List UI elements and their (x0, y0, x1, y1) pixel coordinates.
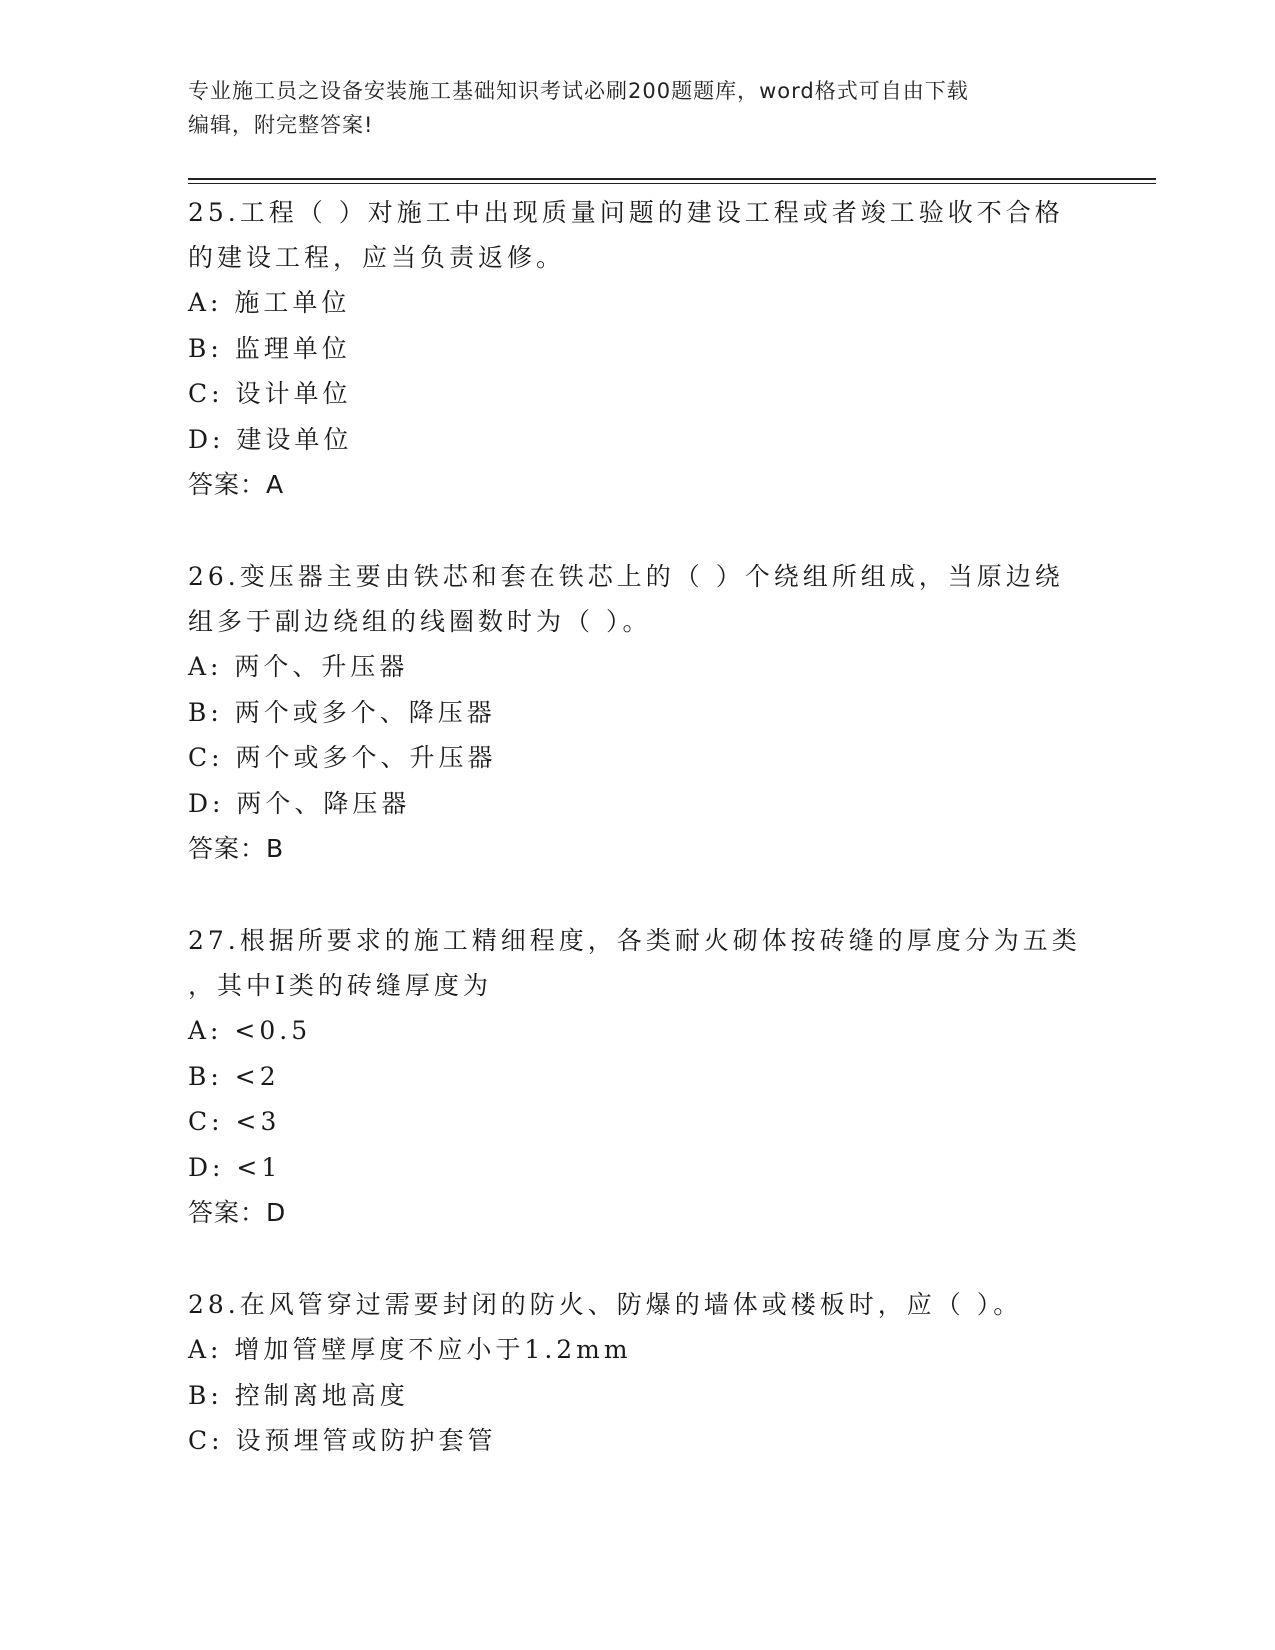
question-text: 的建设工程，应当负责返修。 (188, 243, 566, 272)
option-b: B: 控制离地高度 (188, 1380, 409, 1410)
option-c: C: 设预埋管或防护套管 (188, 1426, 497, 1455)
option-d: D: 建设单位 (188, 424, 353, 454)
header-line-2: 编辑，附完整答案! (188, 113, 374, 137)
question-text: 27.根据所要求的施工精细程度，各类耐火砌体按砖缝的厚度分为五类 (188, 926, 1081, 955)
question-text: 25.工程（ ）对施工中出现质量问题的建设工程或者竣工验收不合格 (188, 198, 1064, 227)
option-d: D: <1 (188, 1152, 282, 1182)
option-b: B: <2 (188, 1061, 280, 1091)
question-text: ，其中Ⅰ类的砖缝厚度为 (188, 971, 492, 1000)
option-b: B: 两个或多个、降压器 (188, 697, 496, 727)
option-b: B: 监理单位 (188, 333, 351, 363)
question-text: 28.在风管穿过需要封闭的防火、防爆的墙体或楼板时，应（ ）。 (188, 1290, 1023, 1319)
question-27 (188, 918, 1088, 1236)
option-a: A: 施工单位 (188, 288, 351, 317)
option-c: C: <3 (188, 1107, 281, 1136)
header-line-1: 专业施工员之设备安装施工基础知识考试必刷200题题库，word格式可自由下载 (188, 79, 969, 103)
option-a: A: 两个、升压器 (188, 652, 409, 681)
header-divider-thick (188, 178, 1156, 180)
header-divider-thin (188, 183, 1156, 184)
option-d: D: 两个、降压器 (188, 788, 411, 818)
option-c: C: 设计单位 (188, 379, 352, 408)
answer: 答案：B (188, 834, 285, 863)
question-25 (188, 190, 1088, 508)
answer: 答案：D (188, 1198, 287, 1227)
option-c: C: 两个或多个、升压器 (188, 743, 497, 772)
question-list (188, 190, 1088, 1510)
question-28 (188, 1282, 1088, 1464)
option-a: A: 增加管壁厚度不应小于1.2mm (188, 1335, 632, 1364)
answer: 答案：A (188, 470, 285, 499)
question-text: 组多于副边绕组的线圈数时为（ ）。 (188, 607, 652, 636)
option-a: A: <0.5 (188, 1016, 312, 1045)
question-26 (188, 554, 1088, 872)
question-text: 26.变压器主要由铁芯和套在铁芯上的（ ）个绕组所组成，当原边绕 (188, 562, 1064, 591)
document-header (188, 74, 1068, 142)
